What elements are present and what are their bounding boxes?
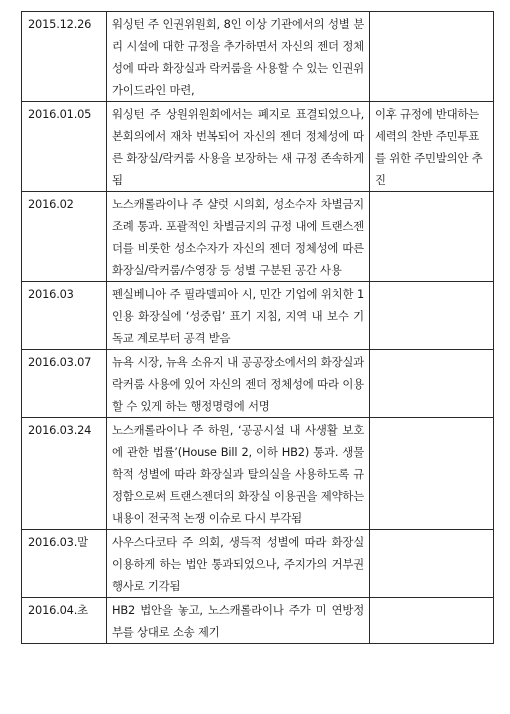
date-cell: 2016.04.초 (22, 598, 107, 644)
timeline-body (22, 12, 494, 644)
table-row (22, 192, 494, 282)
note-cell: 이후 규정에 반대하는 세력의 찬반 주민투표를 위한 주민발의안 추진 (370, 102, 494, 192)
note-cell (370, 350, 494, 418)
event-cell: 뉴욕 시장, 뉴욕 소유지 내 공공장소에서의 화장실과 락커룸 사용에 있어 자신의 젠더 정체성에 따라 이용할 수 있게 하는 행정명령에 서명 (107, 350, 370, 418)
table-row (22, 102, 494, 192)
date-cell: 2016.01.05 (22, 102, 107, 192)
table-row (22, 530, 494, 598)
event-cell: 워싱턴 주 인권위원회, 8인 이상 기관에서의 성별 분리 시설에 대한 규정을 추가하면서 자신의 젠더 정체성에 따라 화장실과 락커룸을 사용할 수 있는 인권위 가이드라인 마련, (107, 12, 370, 102)
table-row (22, 12, 494, 102)
note-cell (370, 192, 494, 282)
date-cell: 2016.03.24 (22, 418, 107, 530)
note-cell (370, 598, 494, 644)
event-cell: 노스캐롤라이나 주 하원, ‘공공시설 내 사생활 보호에 관한 법률’(House Bill 2, 이하 HB2) 통과. 생물학적 성별에 따라 화장실과 탈의실을 사용하도록 규정함으로써 트랜스젠더의 화장실 이용권을 제약하는 내용이 전국적 논쟁 이슈로 다시 부각됨 (107, 418, 370, 530)
table-row (22, 598, 494, 644)
date-cell: 2015.12.26 (22, 12, 107, 102)
note-cell (370, 530, 494, 598)
date-cell: 2016.03.말 (22, 530, 107, 598)
note-cell (370, 282, 494, 350)
date-cell: 2016.02 (22, 192, 107, 282)
table-row (22, 418, 494, 530)
table-row (22, 350, 494, 418)
event-cell: HB2 법안을 놓고, 노스캐롤라이나 주가 미 연방정부를 상대로 소송 제기 (107, 598, 370, 644)
date-cell: 2016.03.07 (22, 350, 107, 418)
date-cell: 2016.03 (22, 282, 107, 350)
event-cell: 노스캐롤라이나 주 샬럿 시의회, 성소수자 차별금지 조례 통과. 포괄적인 차별금지의 규정 내에 트랜스젠더를 비롯한 성소수자가 자신의 젠더 정체성에 따른 화장실/락커룸/수영장 등 성별 구분된 공간 사용 (107, 192, 370, 282)
timeline-table (21, 11, 494, 644)
note-cell (370, 12, 494, 102)
note-cell (370, 418, 494, 530)
event-cell: 워싱턴 주 상원위원회에서는 폐지로 표결되었으나, 본회의에서 재차 번복되어 자신의 젠더 정체성에 따른 화장실/락커룸 사용을 보장하는 새 규정 존속하게 됨 (107, 102, 370, 192)
event-cell: 사우스다코타 주 의회, 생득적 성별에 따라 화장실 이용하게 하는 법안 통과되었으나, 주지가의 거부권 행사로 기각됨 (107, 530, 370, 598)
table-row (22, 282, 494, 350)
event-cell: 펜실베니아 주 필라델피아 시, 민간 기업에 위치한 1인용 화장실에 ‘성중립’ 표기 지침, 지역 내 보수 기독교 계로부터 공격 받음 (107, 282, 370, 350)
